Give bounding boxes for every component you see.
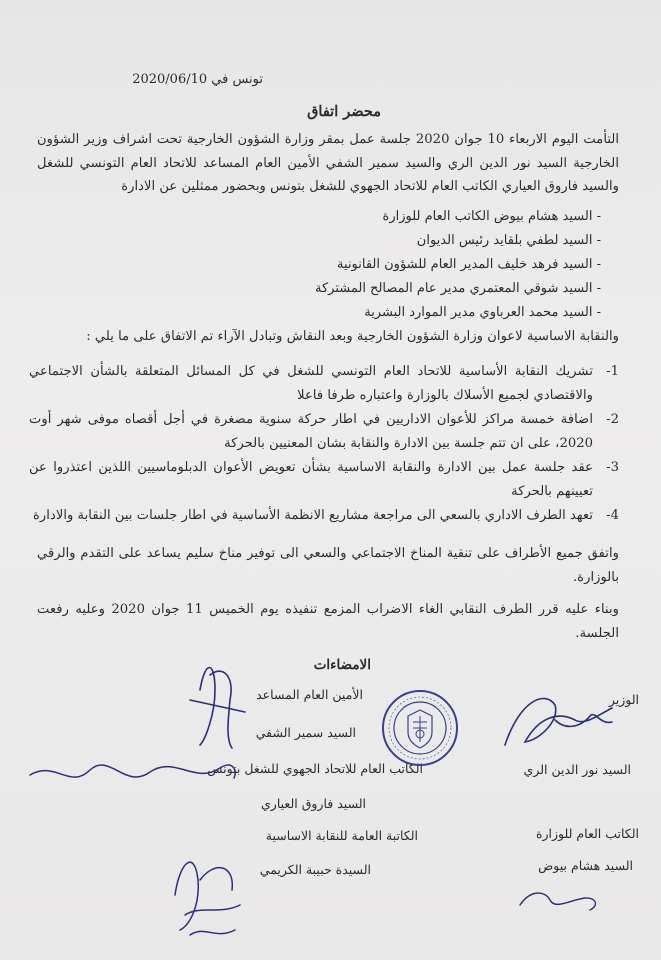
attendee-item: - السيد لطفي بلقايد رئيس الديوان [315, 229, 601, 253]
secretary-general-signature [520, 893, 595, 910]
point-text: اضافة خمسة مراكز للأعوان الاداريين في اطار حركة سنوية مصغرة في أجل أقصاه موفى شهر أوت 2020، على ان تتم جلسة بين الادارة والنقابة بشان المعنيين بالحركة [29, 412, 593, 451]
closing-paragraph-2: وبناء عليه قرر الطرف النقابي الغاء الاضراب المزمع تنفيذه يوم الخميس 11 جوان 2020 وعليه رفعت الجلسة. [37, 602, 619, 641]
regional-secretary-signature [30, 765, 235, 778]
point-number: 3- [606, 460, 619, 475]
signatory-role: الأمين العام المساعد [256, 687, 363, 702]
signatory-role: الكاتب العام للاتحاد الجهوي للشغل بتونس [207, 761, 423, 776]
point-number: 4- [606, 508, 619, 523]
signatory-name: السيد سمير الشفي [255, 725, 356, 740]
signatory-role: الكاتبة العامة للنقابة الاساسية [265, 828, 418, 843]
signatory-name: السيد نور الدين الري [523, 762, 631, 777]
attendee-item: - السيد هشام بيوض الكاتب العام للوزارة [315, 205, 601, 229]
point-number: 1- [606, 364, 619, 379]
attendee-item: - السيد فرهد خليف المدير العام للشؤون القانونية [315, 253, 601, 277]
point-number: 2- [606, 412, 619, 427]
union-secretary-signature [175, 862, 240, 935]
attendee-item: - السيد محمد العرباوي مدير الموارد البشرية [315, 301, 601, 325]
attendee-item: - السيد شوقي المعتمري مدير عام المصالح المشتركة [315, 277, 601, 301]
document-date: تونس في 2020/06/10 [132, 72, 263, 87]
point-text: عقد جلسة عمل بين الادارة والنقابة الاساسية بشأن تعويض الأعوان الدبلوماسيين اللذين اعتذروا عن تعيينهم بالحركة [29, 460, 593, 499]
signatory-role: الكاتب العام للوزارة [535, 826, 639, 841]
deputy-secretary-signature [190, 668, 245, 749]
intro-paragraph: التأمت اليوم الاربعاء 10 جوان 2020 جلسة عمل بمقر وزارة الشؤون الخارجية تحت اشراف وزير الشؤون الخارجية السيد نور الدين الري والسيد سمير الشفي الأمين العام المساعد للاتحاد العام التونسي للشغل والسيد فاروق العياري الكاتب العام للاتحاد الجهوي للشغل بتونس وبحضور ممثلين عن الادارة [37, 132, 620, 194]
signatory-name: السيدة حبيبة الكريمي [259, 862, 371, 877]
point-text: تعهد الطرف الاداري بالسعي الى مراجعة مشاريع الانظمة الأساسية في اطار جلسات بين النقابة والادارة [33, 508, 593, 523]
agreement-intro: والنقابة الاساسية لاعوان وزارة الشؤون الخارجية وبعد النقاش وتبادل الآراء تم الاتفاق على ما يلي : [86, 329, 619, 344]
document-title: محضر اتفاق [307, 103, 381, 120]
signatures-heading: الامضاءات [313, 657, 371, 673]
signatory-role: الوزير [608, 692, 639, 707]
point-text: تشريك النقابة الأساسية للاتحاد العام التونسي للشغل في كل المسائل المتعلقة بالشأن الاجتماعي والاقتصادي لجميع الأسلاك بالوزارة واعتباره طرفا فاعلا [29, 364, 593, 403]
signatory-name: السيد فاروق العياري [261, 796, 366, 811]
signatory-name: السيد هشام بيوض [538, 858, 633, 873]
closing-paragraph-1: واتفق جميع الأطراف على تنقية المناخ الاجتماعي والسعي الى توفير مناخ سليم يساعد على التقدم والرقي بالوزارة. [37, 546, 619, 585]
minister-signature [505, 698, 612, 745]
